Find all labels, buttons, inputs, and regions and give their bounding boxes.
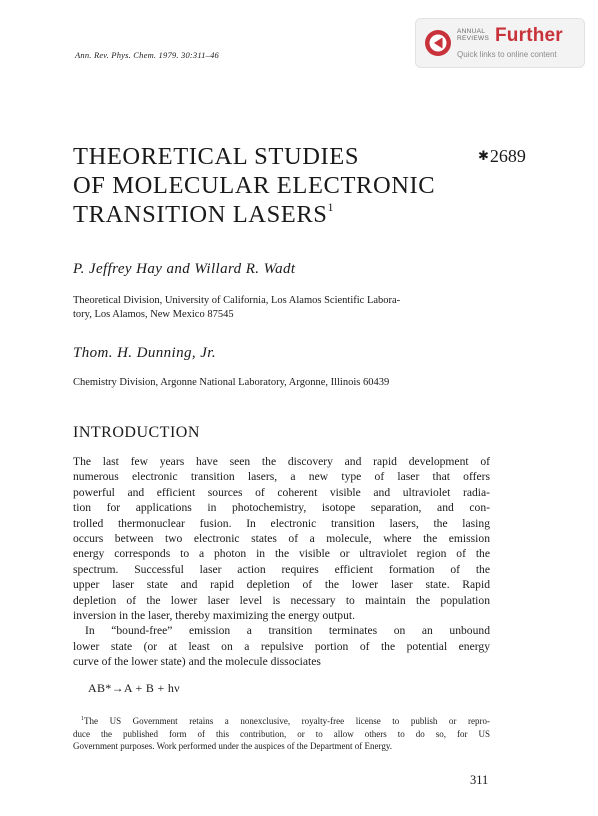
- further-subtitle: Quick links to online content: [457, 50, 557, 59]
- footnote-mark: 1: [81, 716, 84, 722]
- article-star-icon: ✱: [478, 148, 489, 163]
- body-paragraphs: [73, 454, 490, 670]
- further-label: Further: [495, 25, 563, 46]
- body-line: upper laser state and rapid depletion of the lower laser state. Rapid: [73, 578, 490, 592]
- footnote-line-1-text: The US Government retains a nonexclusive, royalty-free license to publish or repro-: [84, 716, 490, 726]
- body-line: tion for applications in photochemistry, isotope separation, and con-: [73, 501, 490, 515]
- affiliation-1-line-2: tory, Los Alamos, New Mexico 87545: [73, 309, 234, 320]
- title-footnote-mark: 1: [327, 200, 335, 214]
- article-title: [73, 142, 473, 229]
- annual-reviews-label: ANNUAL REVIEWS: [457, 28, 490, 42]
- title-line-3: [73, 200, 473, 229]
- body-line: energy corresponds to a photon in the visible or ultraviolet region of the: [73, 547, 490, 561]
- footnote-line-1: [73, 715, 490, 728]
- footnote-line-3: Government purposes. Work performed under the auspices of the Department of Energy.: [73, 741, 393, 751]
- affiliation-1: [73, 294, 493, 322]
- page-number: 311: [470, 773, 489, 787]
- reaction-equation: AB*→A + B + hν: [88, 681, 180, 695]
- section-heading: INTRODUCTION: [73, 424, 200, 441]
- affiliation-2: [73, 376, 493, 390]
- body-line: occurs between two electronic states of a molecule, where the emission: [73, 532, 490, 546]
- body-line: powerful and efficient sources of coherent visible and ultraviolet radia-: [73, 485, 490, 499]
- title-line-2: OF MOLECULAR ELECTRONIC: [73, 172, 436, 199]
- body-line: spectrum. Successful laser action requires efficient formation of the: [73, 562, 490, 576]
- author-names-1: P. Jeffrey Hay and Willard R. Wadt: [73, 261, 296, 277]
- footnote-line-2: duce the published form of this contribution, or to allow others to do so, for US: [73, 728, 490, 739]
- body-line: inversion in the laser, thereby maximizing the energy output.: [73, 609, 356, 623]
- body-line: numerous electronic transition lasers, a new type of laser that offers: [73, 470, 490, 484]
- article-number-value: 2689: [489, 146, 526, 166]
- author-names-2: Thom. H. Dunning, Jr.: [73, 345, 216, 361]
- title-line-3-text: TRANSITION LASERS: [73, 201, 328, 228]
- body-line: The last few years have seen the discovery and rapid development of: [73, 455, 490, 468]
- affiliation-1-line-1: Theoretical Division, University of California, Los Alamos Scientific Labora-: [73, 295, 401, 306]
- further-logo-icon: [424, 29, 452, 57]
- title-line-1: THEORETICAL STUDIES: [73, 143, 360, 170]
- body-line: depletion of the lower laser level is necessary to maintain the population: [73, 593, 490, 607]
- affiliation-2-line-1: Chemistry Division, Argonne National Laboratory, Argonne, Illinois 60439: [73, 377, 390, 388]
- further-badge-link[interactable]: [415, 18, 585, 68]
- journal-citation: Ann. Rev. Phys. Chem. 1979. 30:311–46: [75, 50, 220, 60]
- body-line: lower state (or at least on a repulsive portion of the potential energy: [73, 639, 490, 653]
- body-line: trolled thermonuclear fusion. In electronic transition lasers, the lasing: [73, 516, 490, 530]
- body-line: curve of the lower state) and the molecule dissociates: [73, 655, 321, 669]
- article-number: [478, 146, 526, 167]
- body-line: In “bound-free” emission a transition terminates on an unbound: [85, 624, 490, 638]
- footnote: [73, 715, 490, 753]
